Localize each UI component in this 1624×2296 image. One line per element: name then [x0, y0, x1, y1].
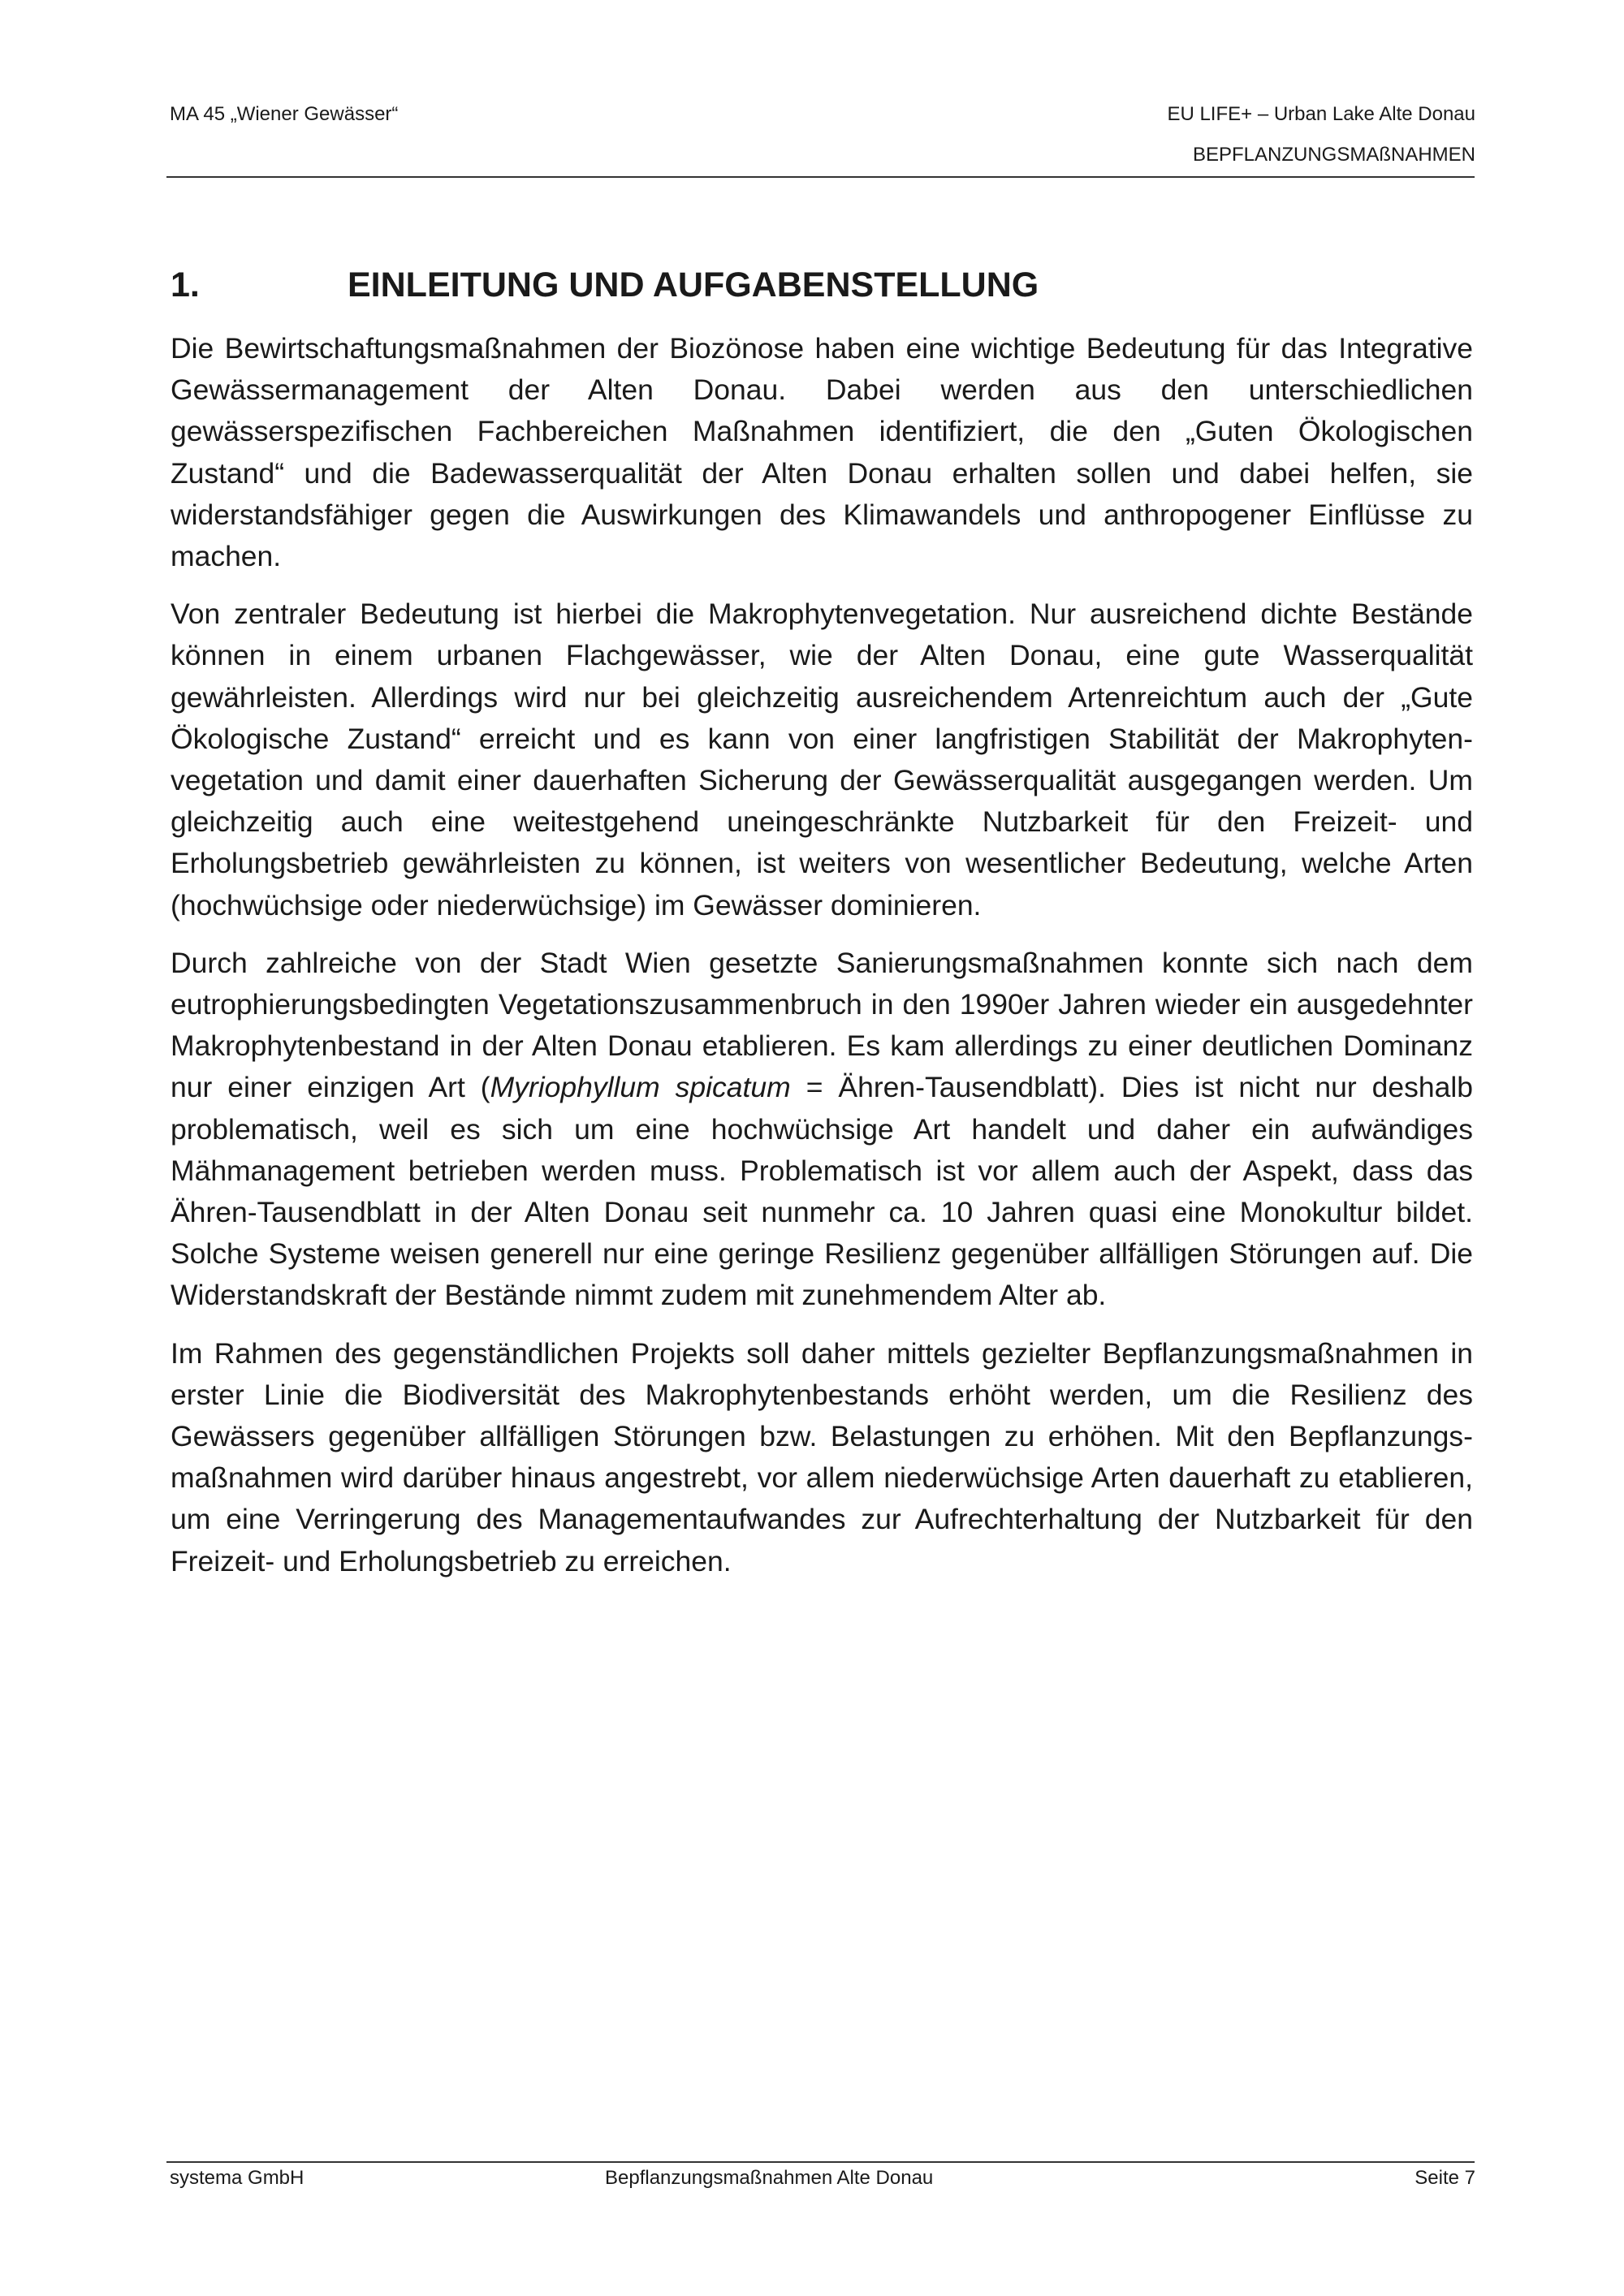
section-heading	[171, 262, 1039, 308]
footer-divider	[166, 2161, 1475, 2163]
body-text	[171, 328, 1473, 1582]
species-name: Myriophyllum spicatum	[490, 1071, 791, 1104]
paragraph-4: Im Rahmen des gegenständlichen Projekts soll daher mittels gezielter Bepflanzungsmaßnahmen in erster Linie die Biodiversität des Makrophytenbestands erhöht werden, um die Resilienz des Gewässers gegenüber allfälligen Störungen bzw. Belastungen zu erhöhen. Mit den Bepflanzungs-maßnahmen wird darüber hinaus angestrebt, vor allem niederwüchsige Arten dauerhaft zu etablieren, um eine Verringerung des Managementaufwandes zur Aufrechterhaltung der Nutzbarkeit für den Freizeit- und Erholungsbetrieb zu erreichen.	[171, 1336, 1473, 1577]
header-divider	[166, 176, 1475, 178]
paragraph-3-part-2: = Ähren-Tausendblatt). Dies ist nicht nur deshalb problematisch, weil es sich um eine hochwüchsige Art handelt und daher ein aufwändiges Mähmanagement betrieben werden muss. Problematisch ist vor allem auch der Aspekt, dass das Ähren-Tausendblatt in der Alten Donau seit nunmehr ca. 10 Jahren quasi eine Monokultur bildet. Solche Systeme weisen generell nur eine geringe Resilienz gegenüber allfälligen Störungen auf. Die Widerstandskraft der Bestände nimmt zudem mit zunehmendem Alter ab.	[171, 1071, 1473, 1312]
footer-company: systema GmbH	[170, 2167, 304, 2189]
paragraph-3-part-1: Durch zahlreiche von der Stadt Wien gesetzte Sanierungsmaßnahmen konnte sich nach dem eutrophierungsbedingten Vegetationszusammenbruch in den 1990er Jahren wieder ein ausgedehnter Makrophytenbestand in der Alten Donau etablieren. Es kam allerdings zu einer deutlichen Dominanz nur einer einzigen Art (	[171, 946, 1473, 1104]
page-number: Seite 7	[1415, 2167, 1475, 2189]
header-document-title: BEPFLANZUNGSMAßNAHMEN	[1192, 144, 1475, 166]
header-organization: MA 45 „Wiener Gewässer“	[170, 103, 399, 125]
paragraph-1: Die Bewirtschaftungsmaßnahmen der Biozönose haben eine wichtige Bedeutung für das Integrative Gewässermanagement der Alten Donau. Dabei werden aus den unterschiedlichen gewässerspezifischen Fachbereichen Maßnahmen identifiziert, die den „Guten Ökologischen Zustand“ und die Badewasserqualität der Alten Donau erhalten sollen und dabei helfen, sie widerstandsfähiger gegen die Auswirkungen des Klimawandels und anthropogener Einflüsse zu machen.	[171, 332, 1473, 573]
footer-document-title: Bepflanzungsmaßnahmen Alte Donau	[605, 2167, 934, 2189]
header-project-title: EU LIFE+ – Urban Lake Alte Donau	[1167, 103, 1475, 125]
header-project	[1167, 102, 1475, 167]
section-title: EINLEITUNG UND AUFGABENSTELLUNG	[348, 265, 1039, 304]
paragraph-3	[171, 943, 1473, 1317]
paragraph-2: Von zentraler Bedeutung ist hierbei die Makrophytenvegetation. Nur ausreichend dichte Bestände können in einem urbanen Flachgewässer, wie der Alten Donau, eine gute Wasserqualität gewährleisten. Allerdings wird nur bei gleichzeitig ausreichendem Artenreichtum auch der „Gute Ökologische Zustand“ erreicht und es kann von einer langfristigen Stabilität der Makrophyten-vegetation und damit einer dauerhaften Sicherung der Gewässerqualität ausgegangen werden. Um gleichzeitig auch eine weitestgehend uneingeschränkte Nutzbarkeit für den Freizeit- und Erholungsbetrieb gewährleisten zu können, ist weiters von wesentlicher Bedeutung, welche Arten (hochwüchsige oder niederwüchsige) im Gewässer dominieren.	[171, 598, 1473, 921]
section-number: 1.	[171, 265, 200, 304]
